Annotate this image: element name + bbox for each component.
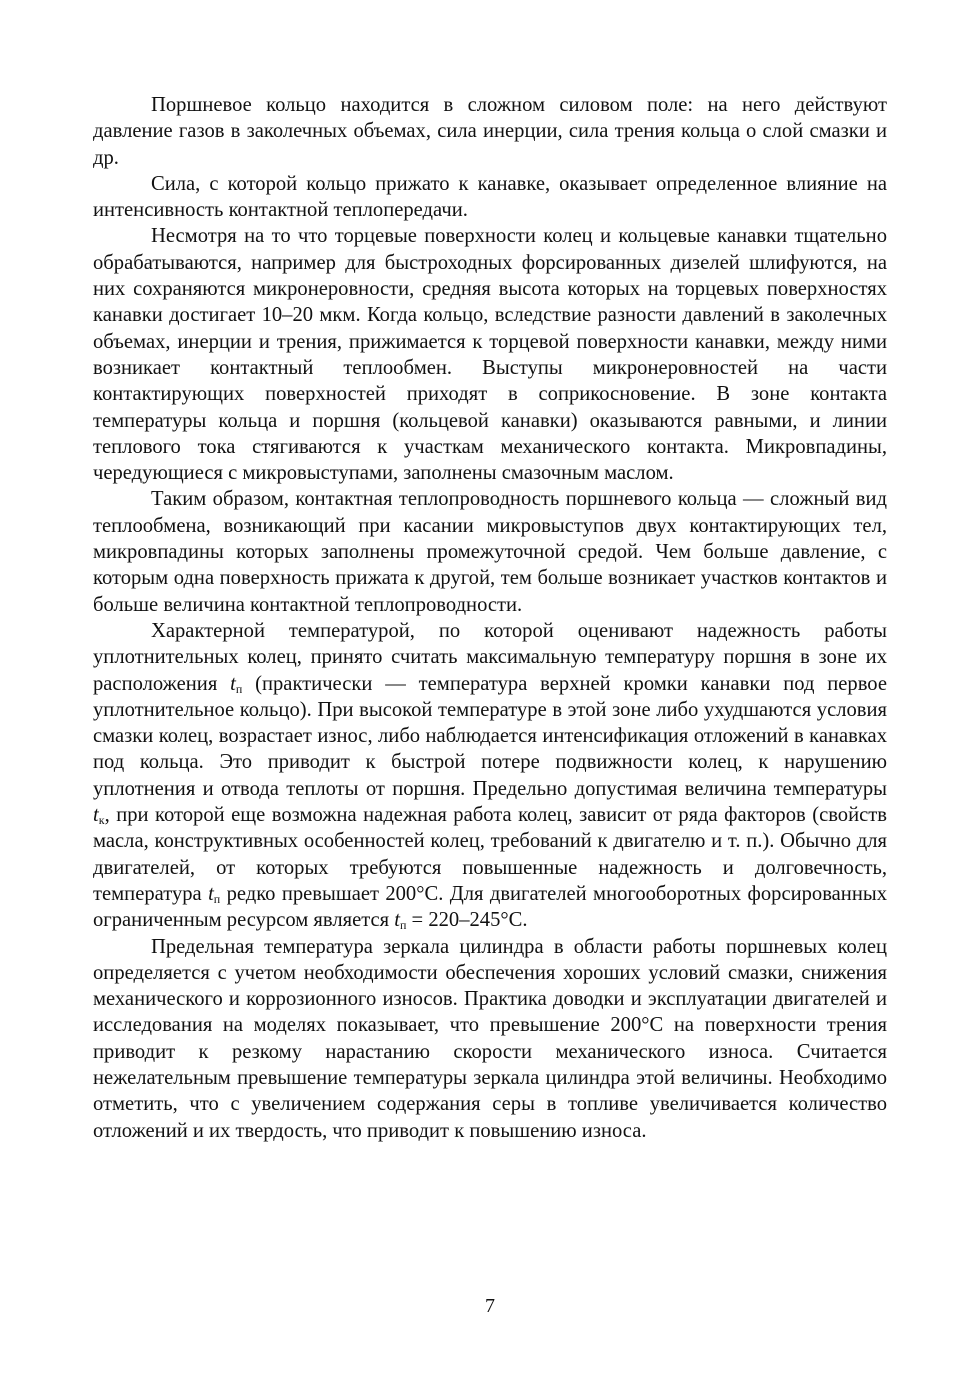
paragraph-5-text-1: Характерной температурой, по которой оценивают надежность работы уплотнительных колец, принято считать максимальную температуру поршня в зоне их расположения	[93, 619, 887, 695]
limit-temperature-subscript: к	[98, 813, 105, 828]
paragraph-5-text-5: = 220–245°С.	[406, 909, 528, 932]
paragraph-6: Предельная температура зеркала цилиндра в области работы поршневых колец определяется с учетом необходимости обеспечения хороших условий смазки, снижения механического и коррозионного износов. Практика доводки и эксплуатации двигателей и исследования на моделях показывает, что превышение 200°С на поверхности трения приводит к резкому нарастанию скорости механического износа. Считается нежелательным превышение температуры зеркала цилиндра этой величины. Необходимо отметить, что с увеличением содержания серы в топливе увеличивается количество отложений и их твердость, что приводит к повышению износа.	[93, 935, 887, 1142]
paragraph-5	[93, 618, 887, 934]
limit-temperature-symbol: t	[93, 804, 99, 827]
paragraph-3: Несмотря на то что торцевые поверхности колец и кольцевые канавки тщательно обрабатываются, например для быстроходных форсированных дизелей шлифуются, на них сохраняются микронеровности, средняя высота которых на торцевых поверхностях канавки достигает 10–20 мкм. Когда кольцо, вследствие разности давлений в заколечных объемах, инерции и трения, прижимается к торцевой поверхности канавки, между ними возникает контактный теплообмен. Выступы микронеровностей на части контактирующих поверхностей приходят в соприкосновение. В зоне контакта температуры кольца и поршня (кольцевой канавки) оказываются равными, и линии теплового тока стягиваются к участкам механического контакта. Микровпадины, чередующиеся с микровыступами, заполнены смазочным маслом.	[93, 225, 887, 485]
paragraph-2: Сила, с которой кольцо прижато к канавке, оказывает определенное влияние на интенсивность контактной теплопередачи.	[93, 172, 887, 222]
piston-temperature-symbol-2: t	[208, 882, 214, 905]
paragraph-1: Поршневое кольцо находится в сложном силовом поле: на него действуют давление газов в заколечных объемах, сила инерции, сила трения кольца о слой смазки и др.	[93, 94, 887, 169]
piston-temperature-subscript-3: п	[399, 918, 407, 933]
paragraph-5-text-3: , при которой еще возможна надежная работа колец, зависит от ряда факторов (свойств масла, конструктивных особенностей колец, требований к двигателю и т. п.). Обычно для двигателей, от которых требуются повышенные надежность и долговечность, температура	[93, 804, 887, 905]
piston-temperature-symbol: t	[230, 672, 236, 695]
page-number: 7	[485, 1295, 495, 1317]
paragraph-4: Таким образом, контактная теплопроводность поршневого кольца — сложный вид теплообмена, возникающий при касании микровыступов двух контактирующих тел, микровпадины которых заполнены промежуточной средой. Чем больше давление, с которым одна поверхность прижата к другой, тем больше возникает участков контактов и больше величина контактной теплопроводности.	[93, 488, 887, 616]
piston-temperature-symbol-3: t	[394, 909, 400, 932]
piston-temperature-subscript: п	[235, 681, 243, 696]
paragraph-5-text-4: редко превышает 200°С. Для двигателей многооборотных форсированных ограниченным ресурсом является	[93, 882, 887, 932]
paragraph-5-text-2: (практически — температура верхней кромки канавки под первое уплотнительное кольцо). При высокой температуре в этой зоне либо ухудшаются условия смазки колец, возрастает износ, либо наблюдается интенсификация отложений в канавках под кольца. Это приводит к быстрой потере подвижности колец, к нарушению уплотнения и отвода теплоты от поршня. Предельно допустимая величина температуры	[93, 672, 887, 800]
body-text	[93, 92, 887, 1144]
piston-temperature-subscript-2: п	[213, 891, 221, 906]
